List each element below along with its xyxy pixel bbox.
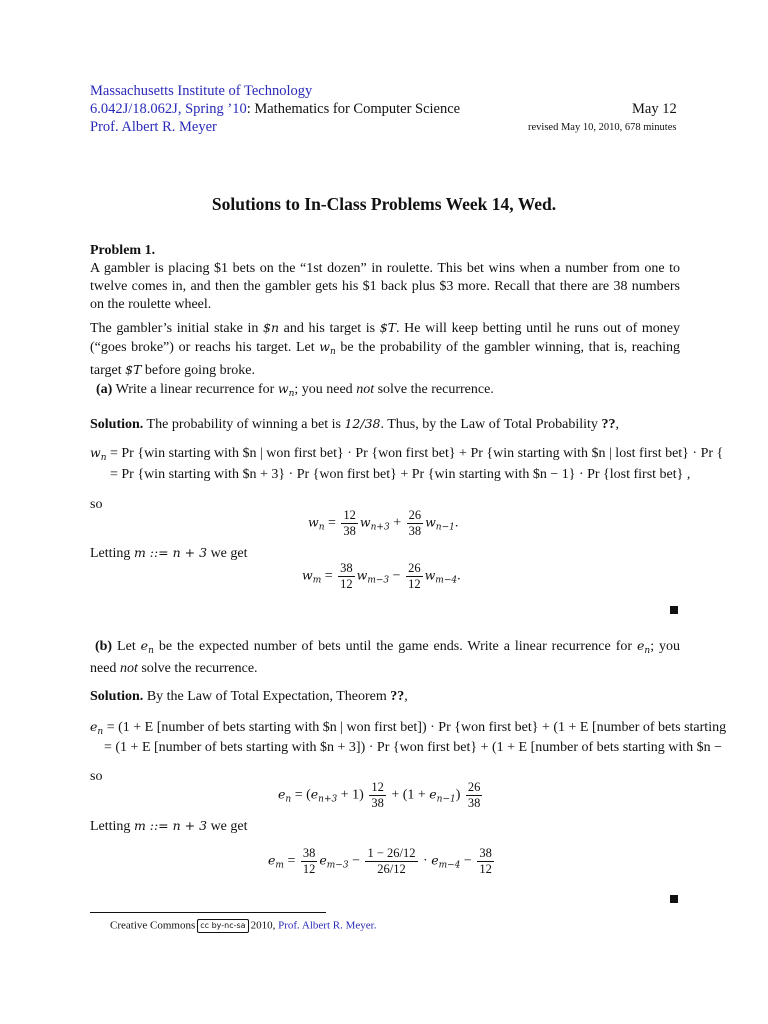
equation-text: = Pr {win starting with $n | won first bet} · Pr {won first bet} + Pr {win starting with $n | lost first bet} · Pr { [110, 446, 724, 461]
problem-stake [90, 319, 680, 380]
fraction [407, 508, 424, 539]
course-code: 6.042J/18.062J, Spring ’10 [90, 101, 247, 117]
math-sub: n [148, 646, 154, 656]
math-sub: n [100, 453, 107, 463]
denominator: 38 [343, 524, 356, 538]
math-w: w [319, 339, 330, 354]
numerator: 12 [343, 508, 356, 522]
emphasis: not [356, 382, 375, 397]
numerator: 38 [340, 561, 353, 575]
text: solve the recurrence. [137, 661, 258, 676]
so-label: so [90, 769, 103, 784]
letting-line-a [90, 545, 248, 562]
text: solve the recurrence. [374, 382, 494, 397]
numerator: 38 [479, 846, 492, 860]
reference: ?? [390, 689, 405, 704]
numerator: 38 [302, 846, 316, 860]
equation-b1-line1: $e_n = (1 + E$ [number of bets starting with $n | won first bet]) · Pr {won first bet} + (1 + E [number of bets starting [90, 719, 727, 737]
part-b [90, 637, 680, 678]
denominator: 12 [408, 577, 421, 591]
equation-text: = (1 + E [number of bets starting with $n | won first bet]) · Pr {won first bet} + (1 + E [number of bets starting [106, 720, 727, 735]
part-label: (a) [96, 382, 113, 397]
part-label: (b) [94, 639, 113, 654]
equation-a1-line2: = Pr {win starting with $n + 3} · Pr {won first bet} + Pr {win starting with $n − 1} · Pr {lost first bet} , [110, 467, 691, 482]
problem-intro: A gambler is placing $1 bets on the “1st dozen” in roulette. This bet wins when a number from one to twelve comes in, and then the gambler gets his $1 back plus $3 more. Recall that there are 38 numbers on the roulette wheel. [90, 261, 680, 312]
solution-label: Solution. [90, 417, 144, 432]
text: , [615, 417, 619, 432]
text: Letting [90, 819, 131, 834]
fraction [406, 561, 423, 592]
equation-a3: $w_m$ = $\frac{38}{12}$ $w_{m-3}$ − $\frac{26}{12}$ $w_{m-4}$. [302, 561, 461, 591]
fraction [301, 846, 318, 877]
text: By the Law of Total Expectation, Theorem [143, 689, 391, 704]
numerator: 26 [408, 508, 422, 522]
fraction [365, 846, 417, 877]
course-line [90, 100, 460, 118]
math-stake: $n [263, 320, 280, 335]
text: ; you need [294, 382, 357, 397]
math-e: e [140, 638, 149, 653]
fraction [466, 780, 483, 811]
solution-a-intro [90, 416, 619, 433]
numerator: 12 [371, 780, 384, 794]
math-expr: m ::= n + 3 [133, 545, 208, 560]
reference: ?? [601, 417, 616, 432]
solution-b-intro [90, 689, 408, 705]
text: , [404, 689, 408, 704]
math-e: e [636, 638, 645, 653]
math-target: $T [125, 362, 142, 377]
equation-b3: $e_m$ = $\frac{38}{12}$ $e_{m-3}$ − $\frac{1 - 26/12}{26/12}$ · $e_{m-4}$ − $\frac{38}{12}$ [268, 846, 492, 876]
footnote-rule [90, 912, 326, 913]
text: Letting [90, 546, 131, 561]
text: ; you need [90, 639, 681, 676]
numerator: 26 [467, 780, 481, 794]
text: Let [112, 639, 141, 654]
emphasis: not [119, 661, 138, 676]
math-sub: n [330, 347, 336, 357]
qed-square [670, 606, 678, 614]
math-w: w [90, 445, 101, 460]
solution-label: Solution. [90, 689, 144, 704]
fraction [338, 561, 355, 592]
math-w: w [277, 381, 289, 396]
math-prob: 12/38 [344, 416, 381, 431]
institution: Massachusetts Institute of Technology [90, 83, 313, 99]
fraction [477, 846, 494, 877]
text: be the expected number of bets until the game ends. Write a linear recurrence for [153, 639, 637, 654]
text: The probability of winning a bet is [143, 417, 345, 432]
numerator: 26 [408, 561, 421, 575]
math-sub: n [288, 389, 295, 399]
denominator: 38 [467, 796, 481, 810]
text: and his target is [279, 321, 380, 336]
so-label: so [90, 497, 103, 512]
revised-note: revised May 10, 2010, 678 minutes [528, 122, 677, 133]
text: be the probability of the gambler winning, that is, reaching target [90, 340, 680, 378]
text: Write a linear recurrence for [112, 382, 278, 397]
math-expr: m ::= n + 3 [133, 818, 208, 833]
page-title: Solutions to In-Class Problems Week 14, Wed. [211, 194, 557, 214]
text: The gambler’s initial stake in [90, 321, 264, 336]
text: . Thus, by the Law of Total Probability [380, 417, 602, 432]
denominator: 26/12 [377, 862, 406, 876]
numerator: 1 − 26/12 [367, 846, 416, 860]
text: . He will keep betting until he runs out of money (“goes broke”) or reachs his target. Let [90, 321, 681, 355]
problem-block [90, 242, 680, 380]
denominator: 12 [340, 577, 353, 591]
math-target: $T [379, 320, 397, 335]
date: May 12 [632, 101, 677, 117]
equation-a2: $w_n$ = $\frac{12}{38}$ $w_{n+3}$ + $\frac{26}{38}$ $w_{n-1}$. [308, 508, 459, 538]
text: we get [210, 546, 248, 561]
year-text: 2010, [250, 919, 276, 932]
author-link[interactable]: Prof. Albert R. Meyer. [278, 919, 377, 932]
creative-commons-badge-icon: cc by-nc-sa [197, 919, 248, 933]
part-a [96, 381, 494, 399]
math-sub: n [644, 646, 651, 656]
denominator: 12 [479, 862, 492, 876]
equation-b2: $e_n = (e_{n+3} + 1)$ $\frac{12}{38}$ + $(1 + e_{n-1})$ $\frac{26}{38}$ [278, 780, 481, 810]
equation-a1-line1 [90, 445, 723, 463]
equation-b1-line2: = (1 + E [number of bets starting with $n + 3]) · Pr {won first bet} + (1 + E [number of bets starting with $n − [104, 740, 722, 755]
denominator: 12 [302, 862, 316, 876]
footer-license [110, 919, 376, 933]
denominator: 38 [371, 796, 384, 810]
fraction [369, 780, 386, 811]
course-title: : Mathematics for Computer Science [246, 101, 461, 117]
letting-line-b [90, 818, 248, 835]
professor: Prof. Albert R. Meyer [90, 119, 217, 135]
text: we get [210, 819, 248, 834]
fraction [341, 508, 358, 539]
qed-square [670, 895, 678, 903]
denominator: 38 [408, 524, 422, 538]
problem-heading: Problem 1. [90, 243, 156, 258]
text: before going broke. [141, 363, 255, 378]
license-text: Creative Commons [110, 919, 196, 932]
